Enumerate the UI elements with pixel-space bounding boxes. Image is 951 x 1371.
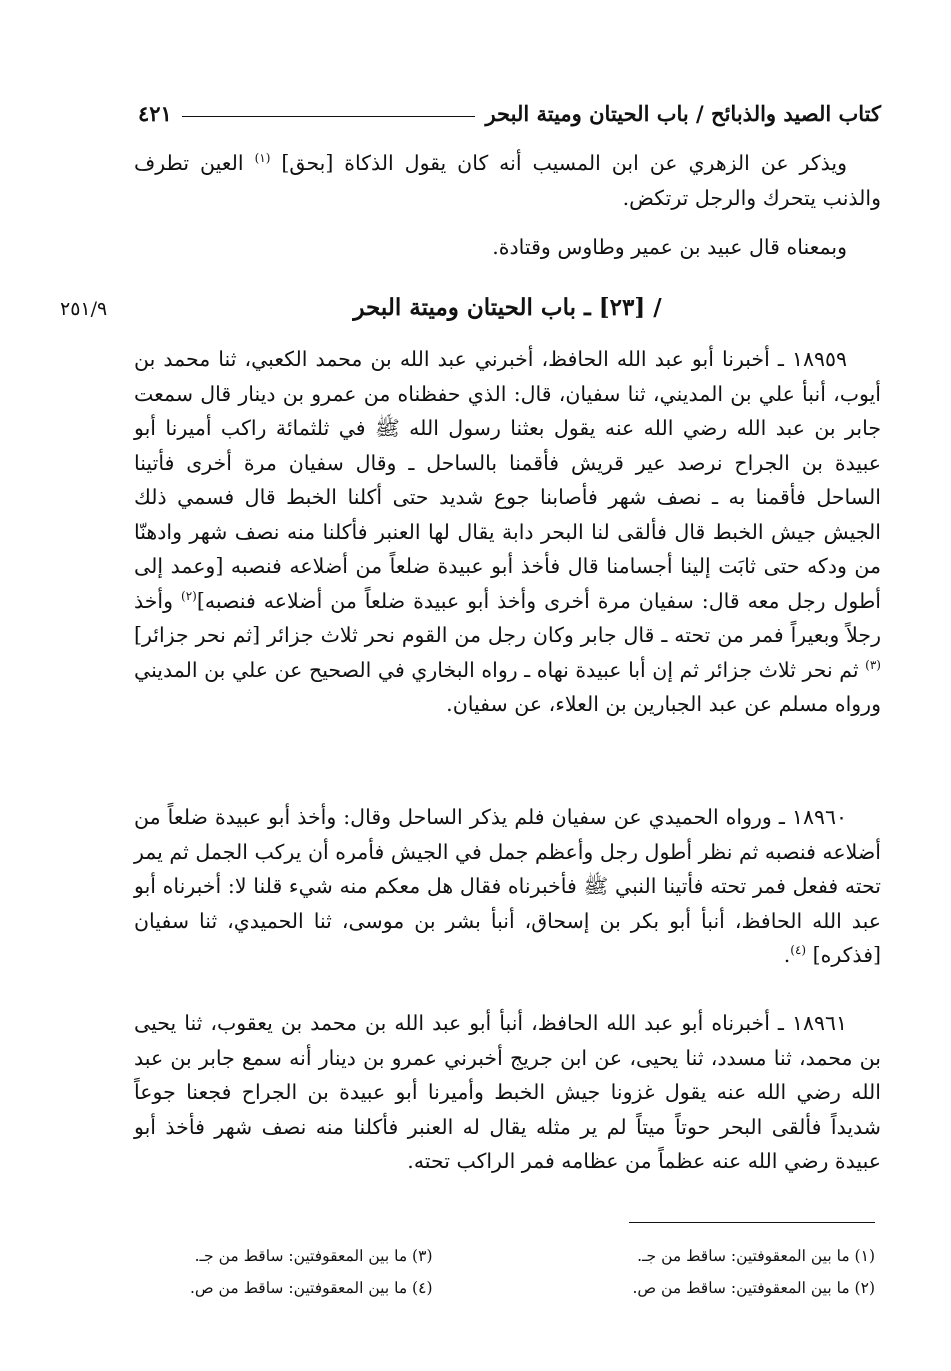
running-header-title: كتاب الصيد والذبائح / باب الحيتان وميتة البحر [485,101,881,126]
intro-text-part-a: ويذكر عن الزهري عن ابن المسيب أنه كان يقول الذكاة [بحق] [281,151,847,175]
hadith-18961-text: ١٨٩٦١ ـ أخبرناه أبو عبد الله الحافظ، أنبأ أبو عبد الله بن محمد بن يعقوب، ثنا يحيى بن محمد، ثنا مسدد، ثنا يحيى، عن ابن جريج أخبرني عمرو بن دينار أنه سمع جابر بن عبد الله رضي الله عنه يقول غزونا جيش الخبط وأميرنا أبو عبيدة بن الجراح فجعنا جوعاً شديداً فألقى البحر حوتاً ميتاً لم ير مثله يقال له العنبر فأكلنا منه نصف شهر فأخذ أبو عبيدة رضي الله عنه عظماً من عظامه فمر الراكب تحته. [134,1011,881,1173]
page-number: ٤٢١ [138,101,172,126]
hadith-18960-text [134,800,881,973]
footnotes-column-right [583,1240,882,1304]
footnote-separator [629,1222,875,1223]
hadith-18960-part-b: . [783,943,791,967]
marginal-reference: ٢٥١/٩ [60,298,108,320]
footnote-ref-4: (٤) [790,943,807,958]
footnotes [140,1240,881,1304]
intro-paragraph [134,146,881,215]
running-header [138,92,881,126]
hadith-18959-text [134,342,881,722]
footnote-ref-1: (١) [254,151,271,166]
intro-text-2: وبمعناه قال عبيد بن عمير وطاوس وقتادة. [492,235,847,259]
hadith-18961 [134,1006,881,1179]
footnote-2: (٢) ما بين المعقوفتين: ساقط من ص. [632,1279,875,1297]
header-rule [182,116,476,117]
footnote-ref-2: (٢) [181,588,197,603]
footnote-3: (٣) ما بين المعقوفتين: ساقط من جـ. [194,1247,433,1265]
intro-paragraph-2 [134,230,881,265]
chapter-title: / [٢٣] ـ باب الحيتان وميتة البحر [353,294,662,321]
hadith-18959-part-a: ١٨٩٥٩ ـ أخبرنا أبو عبد الله الحافظ، أخبرني عبد الله بن محمد الكعبي، ثنا محمد بن أيوب، أنبأ علي بن المديني، ثنا سفيان، قال: الذي حفظناه من عمرو بن دينار قال سمعت جابر بن عبد الله رضي الله عنه يقول بعثنا رسول الله ﷺ في ثلثمائة راكب أميرنا أبو عبيدة بن الجراح نرصد عير قريش فأقمنا بالساحل ـ وقال سفيان مرة أخرى فأتينا الساحل فأقمنا به ـ نصف شهر فأصابنا جوع شديد حتى أكلنا الخبط قال فسمي ذلك الجيش جيش الخبط قال فألقى لنا البحر دابة يقال لها العنبر فأكلنا منه نصف شهر وادهنّا من ودكه حتى ثابَت إلينا أجسامنا قال فأخذ أبو عبيدة ضلعاً من أضلاعه فنصبه [وعمد إلى أطول رجل معه قال: سفيان مرة أخرى وأخذ أبو عبيدة ضلعاً من أضلاعه فنصبه] [134,347,881,613]
hadith-18960-part-a: ١٨٩٦٠ ـ ورواه الحميدي عن سفيان فلم يذكر الساحل وقال: وأخذ أبو عبيدة ضلعاً من أضلاعه فنصبه ثم نظر أطول رجل وأعظم جمل في الجيش فأمره أن يركب الجمل ثم يمر تحته ففعل فمر تحته فأتينا النبي ﷺ فأخبرناه فقال هل معكم منه شيء قلنا لا: أخبرناه أبو عبد الله الحافظ، أنبأ أبو بكر بن إسحاق، أنبأ بشر بن موسى، ثنا الحميدي، ثنا سفيان [فذكره] [134,805,881,967]
hadith-18960 [134,800,881,973]
hadith-18959-part-c: ثم نحر ثلاث جزائر ثم إن أبا عبيدة نهاه ـ رواه البخاري في الصحيح عن علي بن المديني ورواه مسلم عن عبد الجبارين بن العلاء، عن سفيان. [134,657,881,716]
footnote-4: (٤) ما بين المعقوفتين: ساقط من ص. [189,1279,433,1297]
footnote-1: (١) ما بين المعقوفتين: ساقط من جـ. [637,1247,875,1265]
intro-text-part-b: العين تطرف والذنب يتحرك والرجل ترتكض. [134,151,881,210]
intro-text [134,146,881,215]
footnotes-column-left [140,1240,583,1304]
footnote-ref-3: (٣) [865,657,881,672]
hadith-18959-part-b: وأخذ رجلاً وبعيراً فمر من تحته ـ قال جابر وكان رجل من القوم نحر ثلاث جزائر [ثم نحر جزائر] [134,588,881,647]
hadith-18959 [134,342,881,722]
